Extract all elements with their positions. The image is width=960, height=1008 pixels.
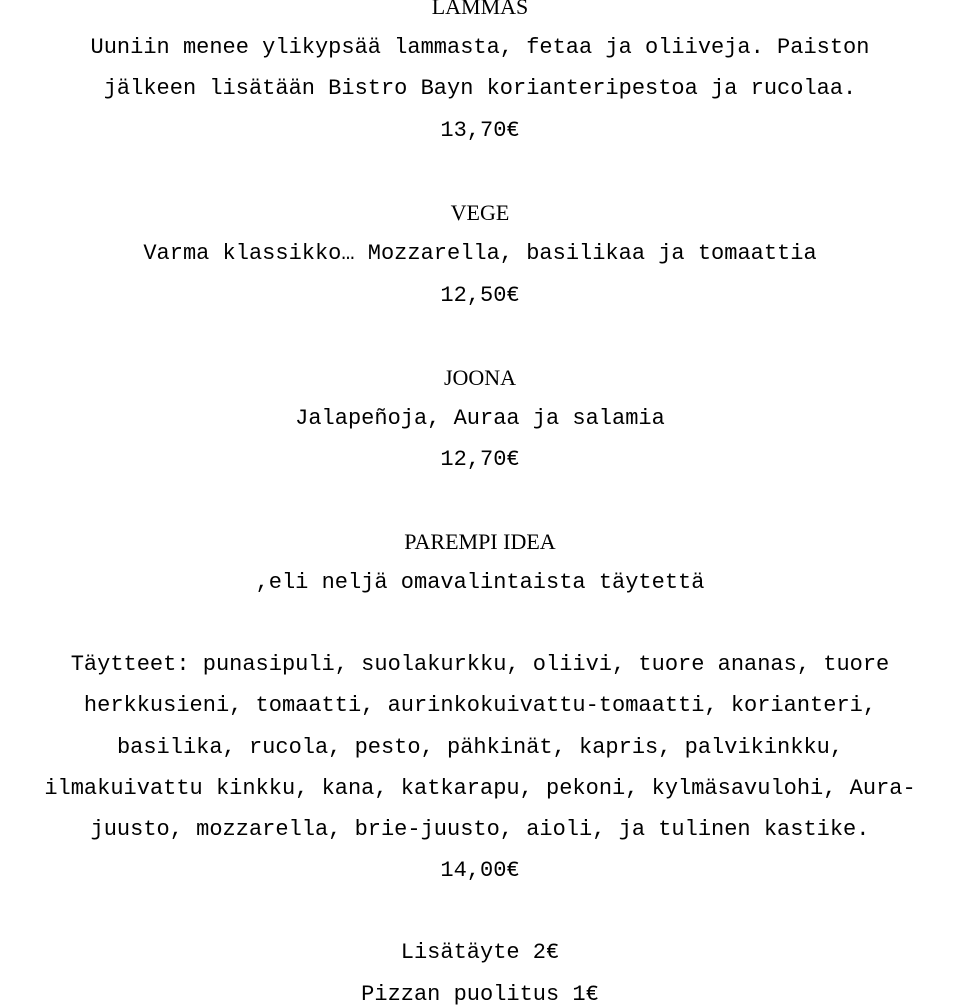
vege-description: Varma klassikko… Mozzarella, basilikaa ja tomaattia <box>143 241 817 266</box>
parempi-idea-title: PAREMPI IDEA <box>404 529 556 554</box>
vege-price: 12,50€ <box>440 283 520 308</box>
vege-title: VEGE <box>450 200 510 225</box>
joona-description: Jalapeñoja, Auraa ja salamia <box>295 406 665 431</box>
joona-price: 12,70€ <box>440 447 520 472</box>
lammas-price: 13,70€ <box>440 118 520 143</box>
pizza-halving: Pizzan puolitus 1€ <box>361 982 599 1007</box>
fillings-line-1: Täytteet: punasipuli, suolakurkku, oliivi, tuore ananas, tuore <box>70 652 890 677</box>
parempi-idea-price: 14,00€ <box>440 858 520 883</box>
fillings-line-4: ilmakuivattu kinkku, kana, katkarapu, pekoni, kylmäsavulohi, Aura- <box>44 776 916 801</box>
extra-topping: Lisätäyte 2€ <box>400 940 560 965</box>
fillings-line-3: basilika, rucola, pesto, pähkinät, kapris, palvikinkku, <box>116 735 844 760</box>
fillings-line-5: juusto, mozzarella, brie-juusto, aioli, ja tulinen kastike. <box>90 817 870 842</box>
lammas-title: LAMMAS <box>431 0 529 19</box>
lammas-description-line-1: Uuniin menee ylikypsää lammasta, fetaa ja oliiveja. Paiston <box>90 35 870 60</box>
fillings-line-2: herkkusieni, tomaatti, aurinkokuivattu-tomaatti, korianteri, <box>83 693 877 718</box>
lammas-description-line-2: jälkeen lisätään Bistro Bayn korianteripestoa ja rucolaa. <box>103 76 857 101</box>
joona-title: JOONA <box>443 365 517 390</box>
parempi-idea-description: ,eli neljä omavalintaista täytettä <box>255 570 705 595</box>
